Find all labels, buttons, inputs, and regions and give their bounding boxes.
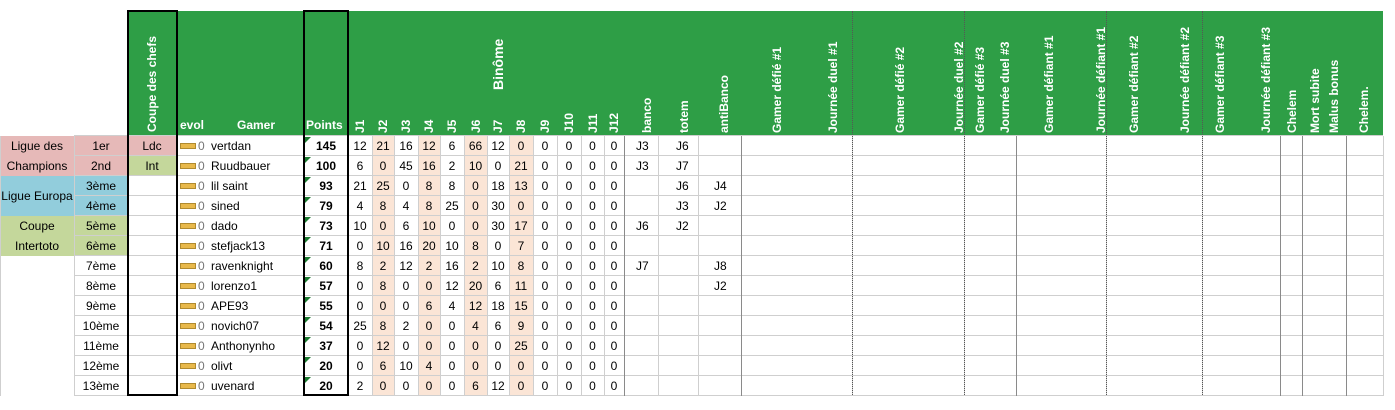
journee-score: 0 [565,199,573,213]
journee-score: 10 [376,239,390,253]
row-line [74,215,1383,216]
journee-score: 0 [472,339,479,353]
header-gamer: Gamer [237,118,276,132]
journee-score: 0 [402,279,410,293]
dash-bar-icon [180,183,196,189]
journee-score: 8 [425,199,433,213]
points-value: 100 [315,159,337,173]
journee-score: 0 [448,219,456,233]
journee-score: 6 [448,139,456,153]
journee-score: 0 [541,219,549,233]
journee-score: 16 [399,239,413,253]
points-value: 55 [319,299,333,313]
header-malus-bonus: Malus bonus [1327,59,1341,133]
header-defi-7: Gamer défiant #1 [1042,35,1056,133]
rank-cell: 12ème [82,359,120,373]
points-value: 145 [315,139,337,153]
journee-score: 18 [491,299,505,313]
dash-bar-icon [180,203,196,209]
journee-score: 0 [402,299,410,313]
journee-score: 25 [445,199,459,213]
evol-value: 0 [198,139,205,153]
banco-value: J3 [636,159,649,173]
journee-score: 25 [514,339,528,353]
header-coupe: Coupe des chefs [145,35,159,132]
dash-bar-icon [180,383,196,389]
points-value: 71 [319,239,333,253]
totem-value: J2 [676,219,689,233]
header-j2: J2 [376,119,390,133]
journee-score: 0 [448,379,456,393]
journee-score: 0 [494,159,502,173]
points-value: 73 [319,219,333,233]
journee-score: 16 [445,259,459,273]
journee-score: 10 [353,219,367,233]
journee-score: 0 [541,139,549,153]
header-j7: J7 [491,119,505,133]
journee-score: 0 [565,179,573,193]
journee-score: 0 [425,339,433,353]
journee-score: 30 [491,219,505,233]
rank-cell: 11ème [83,339,119,353]
journee-score: 0 [356,299,364,313]
header-defi-10: Journée défiant #2 [1178,26,1192,133]
journee-score: 2 [472,259,479,273]
row-line [74,235,1383,236]
journee-score: 0 [610,199,618,213]
banco-value: J3 [636,139,649,153]
header-defi-6: Journée duel #3 [998,41,1012,133]
journee-score: 4 [356,199,364,213]
journee-score: 0 [541,159,549,173]
journee-score: 21 [353,179,367,193]
journee-score: 45 [399,159,413,173]
gamer-name[interactable]: Anthonynho [211,339,276,353]
header-defi-12: Journée défiant #3 [1259,26,1273,133]
journee-score: 0 [589,199,596,213]
header-j3: J3 [399,119,413,133]
journee-score: 18 [491,179,505,193]
journee-score: 0 [379,219,387,233]
rank-cell: 1er [92,139,110,153]
gamer-name[interactable]: novich07 [211,319,260,333]
journee-score: 0 [589,319,596,333]
journee-score: 13 [514,179,528,193]
journee-score: 0 [494,339,502,353]
journee-score: 0 [610,159,618,173]
journee-score: 0 [610,379,618,393]
totem-value: J3 [676,199,689,213]
journee-score: 2 [425,259,433,273]
journee-score: 2 [402,319,410,333]
journee-score: 4 [425,359,433,373]
points-value: 57 [319,279,333,293]
col-line [1383,136,1384,396]
gamer-name[interactable]: lorenzo1 [211,279,258,293]
journee-score: 6 [356,159,364,173]
journee-score: 20 [422,239,436,253]
header-j8: J8 [514,119,528,133]
evol-value: 0 [198,279,205,293]
journee-score: 0 [379,379,387,393]
journee-score: 0 [610,219,618,233]
gamer-name[interactable]: olivt [211,359,233,373]
journee-score: 20 [468,279,483,293]
gamer-name[interactable]: vertdan [211,139,252,153]
journee-score: 6 [402,219,410,233]
evol-value: 0 [198,319,205,333]
journee-score: 0 [541,279,549,293]
col-line [658,136,659,396]
journee-score: 0 [517,199,525,213]
journee-score: 0 [589,379,596,393]
journee-score: 11 [514,279,528,293]
journee-score: 0 [517,379,525,393]
journee-score: 21 [376,139,390,153]
journee-score: 0 [565,279,573,293]
evol-value: 0 [198,299,205,313]
rank-cell: 4ème [85,199,117,213]
journee-score: 0 [517,139,525,153]
journee-score: 8 [356,259,364,273]
col-sep [1280,136,1281,396]
header-defi-1: Gamer défié #1 [770,46,784,133]
header-defi-9: Gamer défiant #2 [1127,35,1141,133]
header-chelem2: Chelem. [1357,86,1371,133]
journee-score: 66 [468,139,483,153]
journee-score: 0 [565,319,573,333]
journee-score: 0 [610,299,618,313]
journee-score: 12 [445,279,459,293]
journee-score: 0 [541,179,549,193]
journee-score: 0 [472,219,479,233]
journee-score: 0 [589,159,596,173]
rank-cell: 3ème [85,179,117,193]
journee-score: 0 [448,319,456,333]
row-line [74,295,1383,296]
header-banco: banco [640,97,654,133]
journee-score: 16 [422,159,436,173]
journee-score: 4 [402,199,410,213]
row-line [74,395,1383,396]
points-value: 93 [319,179,333,193]
journee-score: 8 [379,199,387,213]
rank-cell: 9ème [85,299,117,313]
antibanco-value: J2 [714,199,727,213]
journee-score: 0 [541,259,549,273]
dash-bar-icon [180,343,196,349]
rank-cell: 7ème [85,259,117,273]
journee-score: 12 [468,299,483,313]
journee-score: 0 [472,199,479,213]
journee-score: 12 [491,379,505,393]
journee-score: 0 [589,359,596,373]
journee-score: 6 [425,299,433,313]
journee-score: 8 [379,279,387,293]
journee-score: 0 [610,259,618,273]
points-value: 79 [319,199,333,213]
rank-cell: 6ème [85,239,117,253]
evol-value: 0 [198,179,205,193]
journee-score: 25 [353,319,367,333]
journee-score: 0 [565,259,573,273]
journee-score: 0 [565,339,573,353]
header-j12: J12 [607,112,621,133]
journee-score: 0 [589,139,596,153]
header-defi-4: Journée duel #2 [952,41,966,133]
journee-score: 0 [425,379,433,393]
row-line [74,375,1383,376]
rank-cell: 5ème [85,219,117,233]
dash-bar-icon [180,163,196,169]
journee-score: 8 [379,319,387,333]
journee-score: 4 [472,319,479,333]
journee-score: 8 [448,179,456,193]
totem-value: J6 [676,179,689,193]
league-label-0: Ligue des Champions [6,139,68,173]
antibanco-value: J4 [714,179,727,193]
evol-value: 0 [198,359,205,373]
journee-score: 12 [376,339,390,353]
journee-score: 12 [399,259,413,273]
journee-score: 0 [448,359,456,373]
gamer-name[interactable]: APE93 [211,299,249,313]
league-label-1: Ligue Europa [1,189,73,203]
journee-score: 0 [565,299,573,313]
gamer-name[interactable]: dado [211,219,238,233]
journee-score: 0 [541,319,549,333]
journee-score: 0 [356,239,364,253]
journee-score: 21 [514,159,528,173]
dash-bar-icon [180,303,196,309]
journee-score: 0 [379,299,387,313]
journee-score: 30 [491,199,505,213]
header-evol: evol [180,118,205,132]
journee-score: 0 [356,279,364,293]
rank-cell: 8ème [85,279,117,293]
gamer-name[interactable]: stefjack13 [211,239,266,253]
journee-score: 0 [356,339,364,353]
gamer-name[interactable]: uvenard [211,379,255,393]
journee-score: 0 [610,359,618,373]
journee-score: 0 [565,139,573,153]
header-binome: Binôme [490,38,506,90]
journee-score: 9 [517,319,525,333]
points-value: 20 [319,359,333,373]
evol-value: 0 [198,219,205,233]
journee-score: 0 [610,139,618,153]
dash-bar-icon [180,323,196,329]
banco-value: J6 [636,219,649,233]
header-j6: J6 [468,119,483,133]
journee-score: 0 [589,239,596,253]
rank-cell: 2nd [90,159,112,173]
header-totem: totem [677,100,691,133]
journee-score: 16 [399,139,413,153]
journee-score: 17 [514,219,528,233]
header-defi-8: Journée défiant #1 [1094,26,1108,133]
gamer-name[interactable]: Ruudbauer [211,159,271,173]
journee-score: 2 [356,379,364,393]
journee-score: 0 [610,279,618,293]
journee-score: 0 [541,339,549,353]
journee-score: 10 [422,219,436,233]
row-line [74,315,1383,316]
header-defi-11: Gamer défiant #3 [1213,35,1227,133]
col-line [698,136,699,396]
journee-score: 12 [422,139,436,153]
evol-value: 0 [198,339,205,353]
evol-value: 0 [198,199,205,213]
journee-score: 0 [402,379,410,393]
journee-score: 0 [589,179,596,193]
journee-score: 6 [494,319,502,333]
journee-score: 0 [541,299,549,313]
journee-score: 2 [379,259,387,273]
journee-score: 0 [425,319,433,333]
journee-score: 0 [610,179,618,193]
journee-score: 8 [517,259,525,273]
journee-score: 10 [491,259,505,273]
col-sep [741,136,742,396]
journee-score: 10 [468,159,483,173]
journee-score: 12 [491,139,505,153]
journee-score: 0 [565,219,573,233]
rank-cell: 13ème [82,379,120,393]
rank-cell: 10ème [82,319,120,333]
journee-score: 0 [541,199,549,213]
journee-score: 0 [541,379,549,393]
journee-score: 7 [517,239,525,253]
header-j9: J9 [538,119,552,133]
journee-score: 6 [379,359,387,373]
journee-score: 0 [589,219,596,233]
coupe-cell: Int [145,159,159,173]
col-sep [1346,136,1347,396]
header-j11: J11 [585,113,600,133]
antibanco-value: J8 [714,259,727,273]
header-defi-3: Gamer défié #2 [893,46,907,133]
evol-value: 0 [198,379,205,393]
journee-score: 4 [448,299,456,313]
dash-bar-icon [180,283,196,289]
points-value: 37 [319,339,333,353]
gamer-name[interactable]: sined [211,199,240,213]
header-j1: J1 [353,119,367,133]
totem-value: J7 [676,159,689,173]
header-mort-subite: Mort subite [1308,68,1322,133]
header-chelem: Chelem [1285,89,1299,133]
dash-bar-icon [180,223,196,229]
journee-score: 10 [445,239,459,253]
dash-bar-icon [180,263,196,269]
col-sep [624,136,625,396]
header-j10: J10 [562,112,576,133]
evol-value: 0 [198,159,205,173]
header-j4: J4 [422,119,436,133]
journee-score: 0 [610,339,618,353]
journee-score: 25 [376,179,390,193]
journee-score: 0 [565,379,573,393]
dash-bar-icon [180,363,196,369]
col-sep [176,136,177,396]
journee-score: 2 [448,159,456,173]
journee-score: 0 [589,299,596,313]
points-value: 60 [319,259,333,273]
journee-score: 0 [494,239,502,253]
header-points: Points [306,118,343,132]
journee-score: 0 [589,339,596,353]
journee-score: 0 [589,279,596,293]
header-antibanco: antiBanco [717,74,731,133]
dotted-sep [1202,11,1203,395]
journee-score: 6 [472,379,479,393]
journee-score: 0 [425,279,433,293]
journee-score: 0 [565,239,573,253]
gamer-name[interactable]: ravenknight [211,259,274,273]
header-defi-5: Gamer défié #3 [973,46,987,133]
journee-score: 0 [541,359,549,373]
journee-score: 0 [402,179,410,193]
journee-score: 15 [514,299,528,313]
dash-bar-icon [180,143,196,149]
row-line [74,135,1383,136]
dotted-sep [852,11,853,395]
points-value: 54 [319,319,333,333]
journee-score: 0 [610,319,618,333]
banco-value: J7 [636,259,649,273]
journee-score: 8 [425,179,433,193]
col-sep [1302,136,1303,396]
evol-value: 0 [198,239,205,253]
journee-score: 8 [472,239,479,253]
col-sep [1016,136,1017,396]
journee-score: 0 [472,359,479,373]
journee-score: 0 [494,359,502,373]
league-label-2: Coupe Intertoto [14,219,60,253]
journee-score: 12 [353,139,367,153]
journee-score: 0 [541,239,549,253]
journee-score: 0 [472,179,479,193]
points-value: 20 [319,379,333,393]
journee-score: 0 [356,359,364,373]
journee-score: 0 [448,339,456,353]
coupe-cell: Ldc [142,139,162,153]
header-defi-2: Journée duel #1 [826,41,840,133]
totem-value: J6 [676,139,689,153]
row-line [74,195,1383,196]
evol-value: 0 [198,259,205,273]
dash-bar-icon [180,243,196,249]
header-j5: J5 [445,119,459,133]
journee-score: 0 [565,159,573,173]
journee-score: 0 [379,159,387,173]
journee-score: 0 [517,359,525,373]
antibanco-value: J2 [714,279,727,293]
journee-score: 0 [402,339,410,353]
journee-score: 0 [610,239,618,253]
journee-score: 10 [399,359,413,373]
journee-score: 0 [589,259,596,273]
gamer-name[interactable]: lil saint [211,179,248,193]
journee-score: 0 [565,359,573,373]
journee-score: 6 [494,279,502,293]
